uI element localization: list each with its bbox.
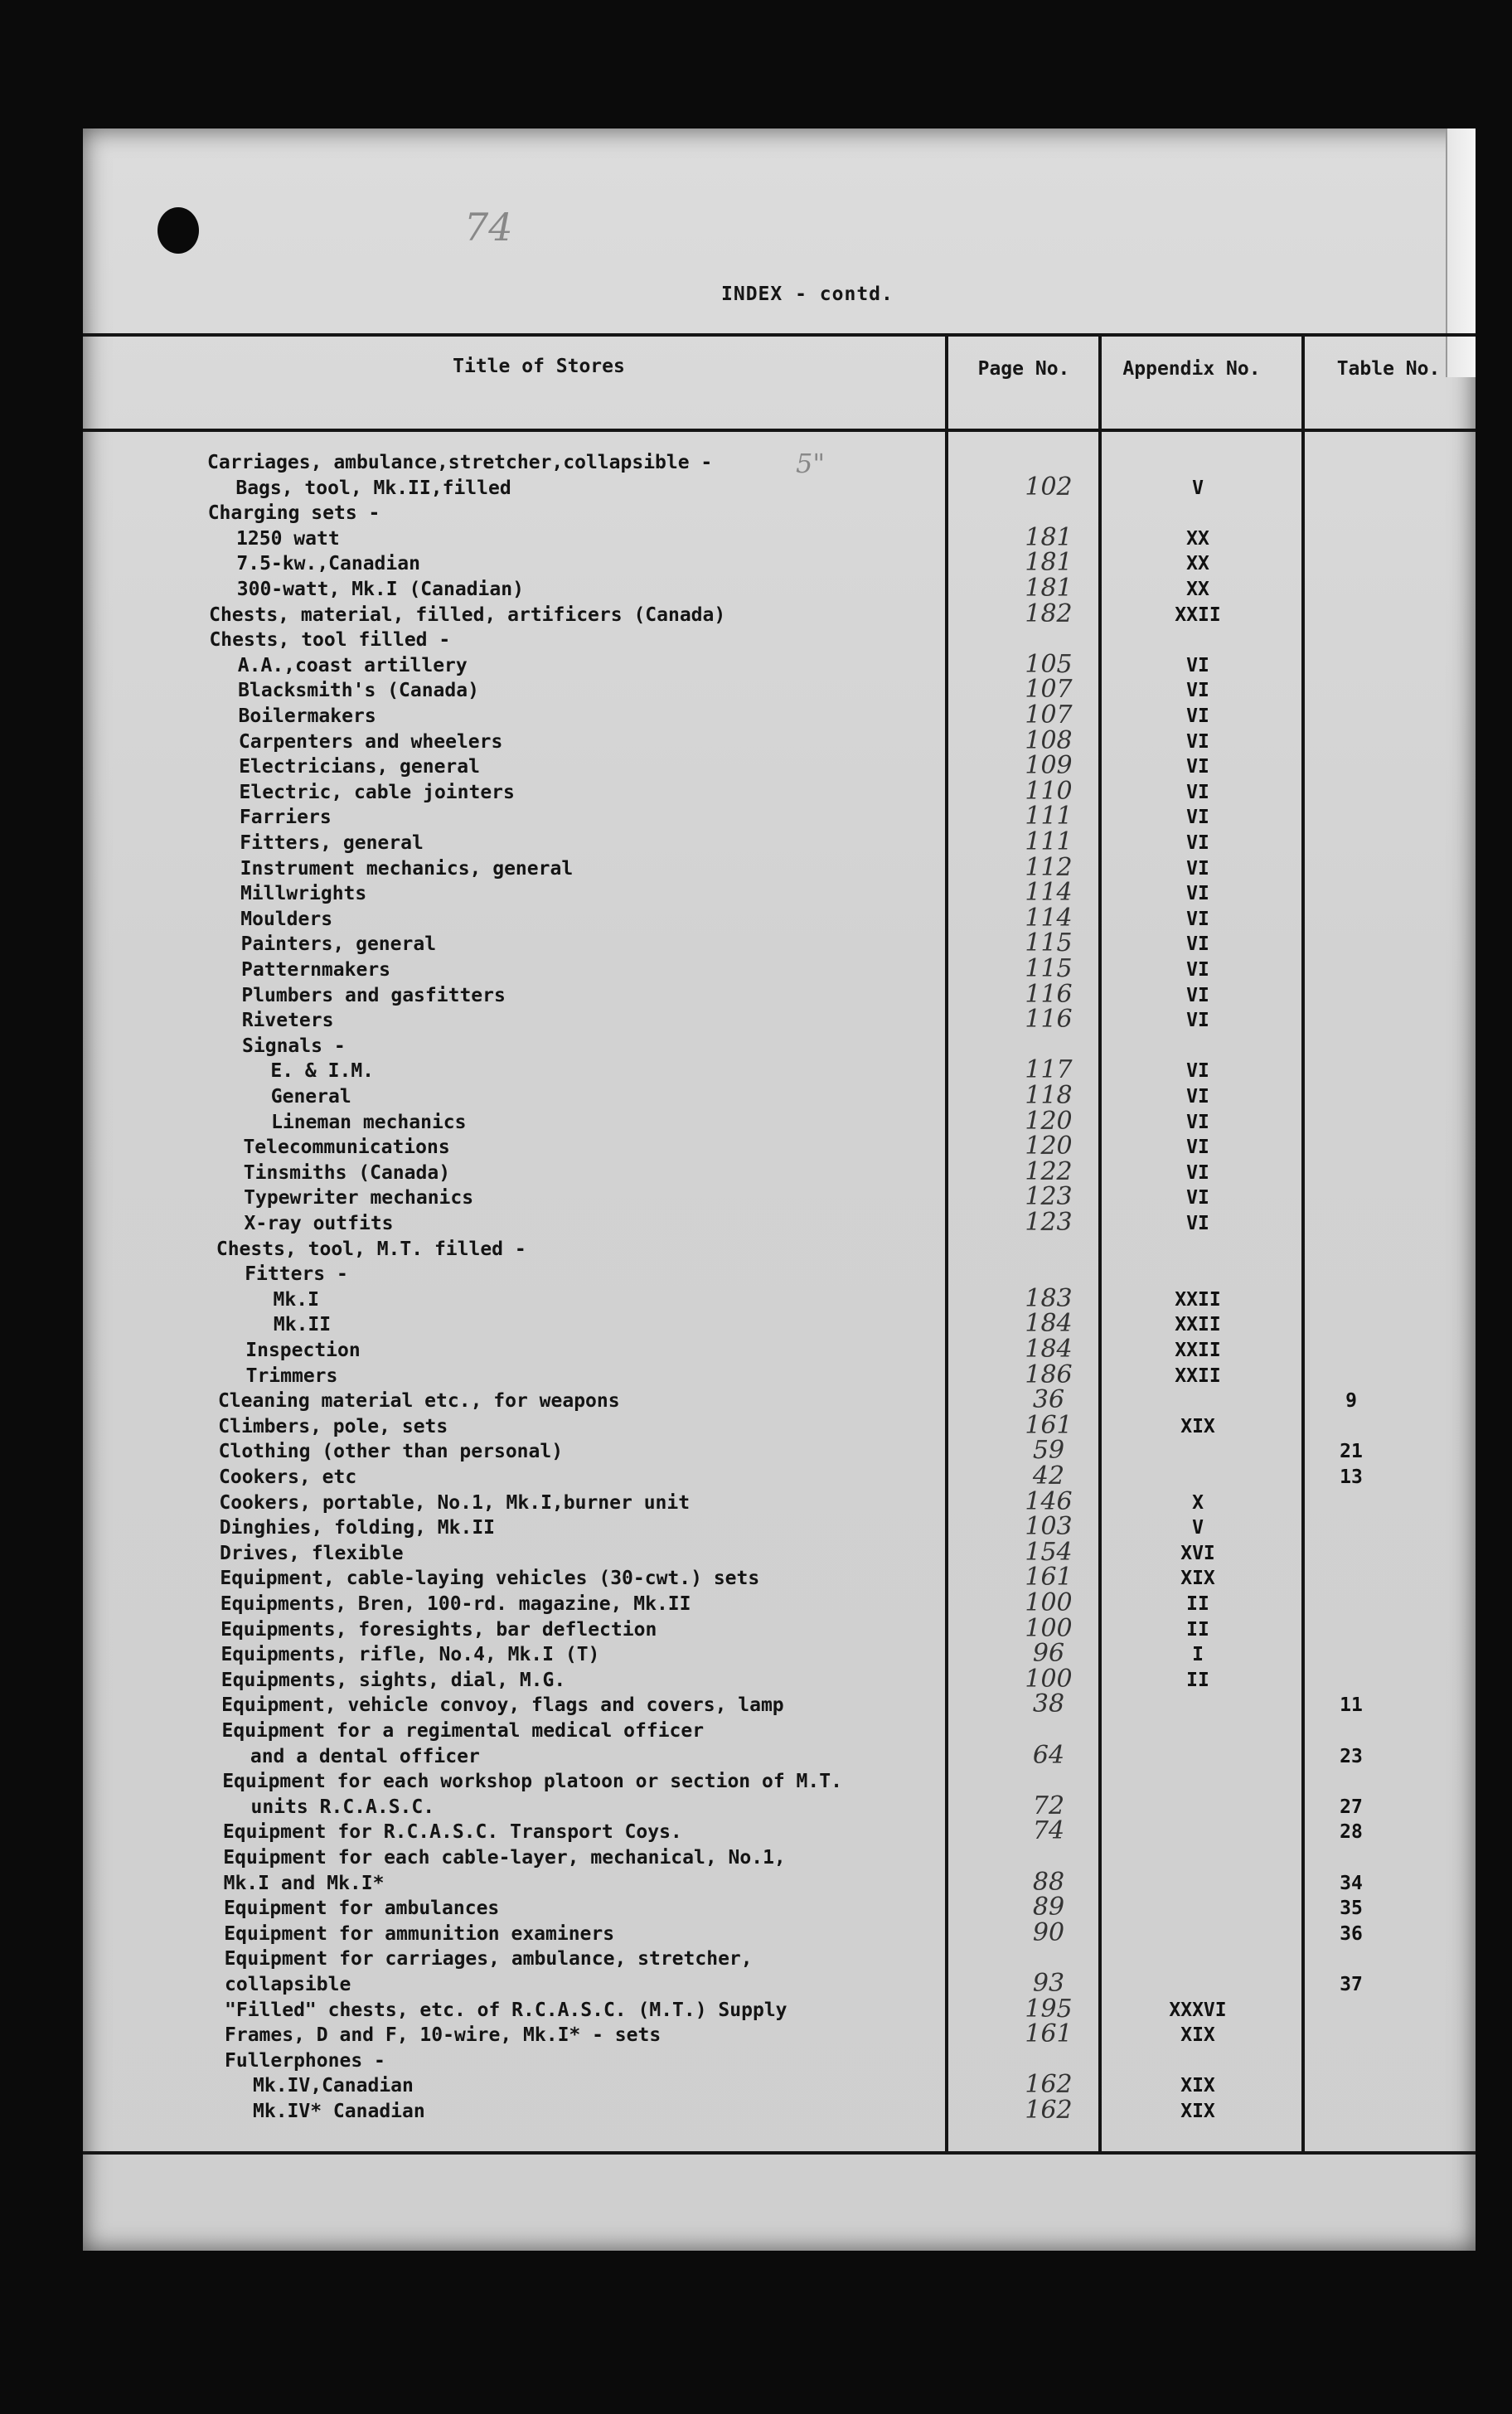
page-number: 116: [1025, 979, 1073, 1009]
index-row: [83, 1588, 1476, 1617]
appendix-number: XXII: [1175, 1340, 1221, 1361]
store-title: Signals -: [242, 1035, 346, 1057]
index-row: [83, 522, 1476, 552]
store-title: Chests, material, filled, artificers (Canada): [209, 604, 726, 626]
store-title: Electric, cable jointers: [239, 781, 515, 803]
index-row: [83, 1893, 1476, 1922]
store-title: and a dental officer: [250, 1745, 480, 1767]
store-title: A.A.,coast artillery: [237, 654, 468, 676]
index-row: [83, 1106, 1476, 1136]
index-row: [83, 1845, 1476, 1871]
appendix-number: VI: [1186, 781, 1209, 803]
index-row: [83, 2048, 1476, 2074]
store-title: Patternmakers: [241, 959, 391, 981]
appendix-number: XX: [1186, 579, 1209, 600]
store-title: Mk.I and Mk.I*: [223, 1872, 385, 1894]
index-row: [83, 725, 1476, 755]
appendix-number: VI: [1186, 1137, 1209, 1159]
appendix-number: II: [1186, 1669, 1209, 1691]
appendix-number: V: [1192, 477, 1204, 499]
appendix-number: XXII: [1175, 1365, 1221, 1387]
appendix-number: VI: [1186, 1086, 1209, 1108]
page-heading: INDEX - contd.: [721, 284, 894, 305]
index-row: [83, 1156, 1476, 1186]
page-number: 90: [1032, 1917, 1065, 1947]
index-row: [83, 878, 1476, 908]
page-number: 108: [1025, 725, 1073, 755]
page-number: 114: [1025, 903, 1073, 933]
index-row: [83, 2019, 1476, 2049]
index-row: [83, 1994, 1476, 2024]
store-title: Bags, tool, Mk.II,filled: [235, 477, 511, 499]
page-number: 184: [1025, 1335, 1073, 1364]
appendix-number: VI: [1186, 908, 1209, 930]
store-title: Cleaning material etc., for weapons: [217, 1390, 620, 1413]
store-title: collapsible: [225, 1974, 351, 1995]
page-number: 117: [1025, 1055, 1073, 1085]
page-number: 111: [1025, 827, 1073, 856]
page-number: 162: [1025, 2070, 1073, 2100]
table-number: 11: [1340, 1694, 1363, 1717]
column-header-table: Table No.: [1336, 358, 1441, 380]
appendix-number: VI: [1186, 959, 1209, 981]
index-row: [83, 1769, 1476, 1795]
index-row: [83, 1689, 1476, 1719]
document-page: [83, 128, 1476, 2251]
header-bottom-rule: [83, 429, 1476, 432]
column-header-page: Page No.: [977, 358, 1070, 380]
store-title: Equipments, Bren, 100-rd. magazine, Mk.II: [220, 1593, 691, 1615]
store-title: Millwrights: [240, 883, 367, 905]
store-title: Painters, general: [240, 933, 437, 956]
index-row: [83, 628, 1476, 653]
index-row: [83, 1969, 1476, 1998]
appendix-number: XX: [1186, 527, 1209, 550]
index-row: [83, 1718, 1476, 1744]
store-title: Lineman mechanics: [271, 1111, 467, 1133]
index-row: [83, 1816, 1476, 1846]
page-number: 36: [1032, 1385, 1065, 1415]
appendix-number: XIX: [1180, 2101, 1215, 2122]
store-title: Mk.I: [273, 1288, 319, 1311]
page-number: 123: [1025, 1182, 1073, 1212]
appendix-number: VI: [1186, 883, 1209, 905]
page-number: 103: [1025, 1512, 1073, 1542]
column-header-appendix: Appendix No.: [1122, 358, 1261, 380]
appendix-number: XXII: [1175, 604, 1221, 626]
page-number: 42: [1032, 1461, 1065, 1491]
page-number: 182: [1025, 599, 1073, 628]
store-title: Carriages, ambulance,stretcher,collapsible -: [207, 452, 713, 473]
appendix-number: X: [1192, 1491, 1204, 1514]
table-number: 28: [1340, 1821, 1363, 1844]
store-title: Climbers, pole, sets: [218, 1415, 448, 1437]
appendix-number: VI: [1186, 1010, 1209, 1032]
index-row: [83, 548, 1476, 578]
appendix-number: VI: [1186, 1161, 1209, 1184]
index-row: [83, 954, 1476, 983]
table-bottom-rule: [83, 2151, 1476, 2155]
index-row: [83, 1360, 1476, 1389]
store-title: General: [270, 1086, 351, 1108]
appendix-number: VI: [1186, 832, 1209, 854]
store-title: E. & I.M.: [270, 1060, 375, 1083]
store-title: Cookers, portable, No.1, Mk.I,burner unit: [219, 1491, 691, 1514]
page-number: 161: [1025, 2019, 1073, 2049]
page-number: 107: [1025, 675, 1073, 705]
page-number: 74: [1032, 1816, 1065, 1846]
store-title: Blacksmith's (Canada): [238, 680, 479, 702]
store-title: Tinsmiths (Canada): [243, 1161, 451, 1184]
index-row: [83, 1182, 1476, 1212]
appendix-number: II: [1186, 1593, 1209, 1615]
table-number: 35: [1340, 1898, 1363, 1920]
store-title: 7.5-kw.,Canadian: [236, 553, 420, 575]
index-row: [83, 928, 1476, 958]
store-title: Plumbers and gasfitters: [241, 984, 506, 1006]
table-number: 37: [1340, 1974, 1363, 1995]
index-row: [83, 979, 1476, 1009]
store-title: Cookers, etc: [219, 1466, 357, 1488]
index-row: [83, 1055, 1476, 1085]
index-row: [83, 1867, 1476, 1897]
appendix-number: II: [1186, 1618, 1209, 1641]
page-number: 89: [1032, 1893, 1065, 1922]
page-number: 115: [1025, 954, 1073, 983]
store-title: units R.C.A.S.C.: [250, 1796, 435, 1818]
appendix-number: V: [1192, 1517, 1204, 1539]
page-number: 123: [1025, 1208, 1073, 1237]
pencil-page-number: 74: [464, 205, 513, 250]
index-row: [83, 1208, 1476, 1237]
index-row: [83, 450, 1476, 476]
appendix-number: VI: [1186, 807, 1209, 829]
store-title: Boilermakers: [238, 705, 376, 727]
store-title: Frames, D and F, 10-wire, Mk.I* - sets: [225, 2024, 662, 2047]
store-title: Equipment, cable-laying vehicles (30-cwt.) sets: [220, 1568, 760, 1590]
store-title: "Filled" chests, etc. of R.C.A.S.C. (M.T.) Supply: [225, 1999, 788, 2021]
store-title: Charging sets -: [207, 502, 380, 525]
page-number: 100: [1025, 1664, 1073, 1694]
store-title: Equipment for ammunition examiners: [224, 1922, 615, 1945]
page-number: 116: [1025, 1005, 1073, 1035]
page-number: 38: [1032, 1689, 1065, 1719]
index-row: [83, 1537, 1476, 1567]
store-title: 1250 watt: [236, 527, 340, 550]
index-row: [83, 1917, 1476, 1947]
appendix-number: XIX: [1180, 2075, 1215, 2097]
index-row: [83, 675, 1476, 705]
page-number: 112: [1025, 852, 1073, 882]
appendix-number: XXII: [1175, 1314, 1221, 1336]
page-number: 96: [1032, 1639, 1065, 1669]
punch-hole-mark: [158, 207, 199, 254]
index-row: [83, 700, 1476, 730]
index-row: [83, 1034, 1476, 1059]
store-title: Equipment, vehicle convoy, flags and covers, lamp: [221, 1694, 784, 1717]
store-title: Equipments, foresights, bar deflection: [220, 1618, 657, 1641]
store-title: Telecommunications: [243, 1137, 450, 1159]
index-row: [83, 1486, 1476, 1516]
index-row: [83, 776, 1476, 806]
store-title: Equipment for each cable-layer, mechanical, No.1,: [223, 1847, 786, 1869]
page-number: 102: [1025, 472, 1073, 502]
index-row: [83, 1512, 1476, 1542]
page-number: 107: [1025, 700, 1073, 730]
index-row: [83, 852, 1476, 882]
appendix-number: XXXVI: [1169, 1999, 1227, 2021]
appendix-number: VI: [1186, 680, 1209, 702]
store-title: Instrument mechanics, general: [240, 857, 574, 880]
appendix-number: VI: [1186, 857, 1209, 880]
column-header-title: Title of Stores: [453, 356, 625, 377]
page-number: 110: [1025, 776, 1073, 806]
page-number: 115: [1025, 928, 1073, 958]
store-title: X-ray outfits: [244, 1213, 394, 1234]
page-number: 105: [1025, 649, 1073, 679]
index-row: [83, 1436, 1476, 1466]
index-row: [83, 501, 1476, 526]
appendix-number: VI: [1186, 730, 1209, 753]
index-row: [83, 2096, 1476, 2125]
store-title: Equipment for carriages, ambulance, stretcher,: [224, 1948, 753, 1970]
index-row: [83, 827, 1476, 856]
index-row: [83, 1410, 1476, 1440]
store-title: Clothing (other than personal): [218, 1441, 564, 1463]
page-number: 184: [1025, 1309, 1073, 1339]
index-row: [83, 802, 1476, 831]
table-number: 13: [1340, 1466, 1363, 1488]
appendix-number: VI: [1186, 1213, 1209, 1234]
store-title: Fullerphones -: [225, 2049, 385, 2072]
appendix-number: VI: [1186, 654, 1209, 676]
page-number: 114: [1025, 878, 1073, 908]
page-number: 122: [1025, 1156, 1073, 1186]
index-row: [83, 1639, 1476, 1669]
page-number: 111: [1025, 802, 1073, 831]
page-number: 195: [1025, 1994, 1073, 2024]
appendix-number: XX: [1186, 553, 1209, 575]
appendix-number: VI: [1186, 756, 1209, 778]
store-title: Chests, tool filled -: [209, 629, 451, 652]
index-row: [83, 1946, 1476, 1972]
appendix-number: VI: [1186, 1187, 1209, 1209]
page-number: 100: [1025, 1588, 1073, 1617]
table-number: 34: [1340, 1872, 1363, 1894]
store-title: Equipment for each workshop platoon or section of M.T.: [222, 1771, 842, 1793]
page-number: 146: [1025, 1486, 1073, 1516]
table-number: 21: [1340, 1441, 1363, 1463]
page-number: 118: [1025, 1081, 1073, 1110]
store-title: Riveters: [241, 1010, 334, 1032]
page-number: 64: [1032, 1740, 1065, 1770]
store-title: Fitters -: [245, 1263, 348, 1286]
index-row: [83, 1081, 1476, 1110]
appendix-number: VI: [1186, 1111, 1209, 1133]
page-number: 120: [1025, 1132, 1073, 1161]
table-number: 36: [1340, 1922, 1363, 1945]
page-number: 161: [1025, 1410, 1073, 1440]
page-number: 181: [1025, 574, 1073, 603]
store-title: Mk.IV,Canadian: [253, 2075, 414, 2097]
page-number: 181: [1025, 522, 1073, 552]
page-number: 120: [1025, 1106, 1073, 1136]
appendix-number: XVI: [1180, 1542, 1215, 1564]
index-row: [83, 2070, 1476, 2100]
index-row: [83, 1283, 1476, 1313]
index-row: [83, 649, 1476, 679]
store-title: 300-watt, Mk.I (Canadian): [236, 579, 524, 600]
pencil-margin-mark: 5": [796, 448, 826, 479]
index-row: [83, 574, 1476, 603]
appendix-number: XIX: [1180, 1568, 1215, 1590]
index-row: [83, 1563, 1476, 1592]
index-row: [83, 903, 1476, 933]
page-number: 100: [1025, 1613, 1073, 1643]
appendix-number: XXII: [1175, 1288, 1221, 1311]
page-number: 59: [1032, 1436, 1065, 1466]
index-row: [83, 1262, 1476, 1287]
store-title: Farriers: [239, 807, 332, 829]
store-title: Mk.IV* Canadian: [253, 2101, 425, 2122]
table-number: 9: [1345, 1390, 1357, 1413]
store-title: Typewriter mechanics: [244, 1187, 474, 1209]
page-number: 93: [1032, 1969, 1065, 1998]
store-title: Equipments, rifle, No.4, Mk.I (T): [220, 1644, 600, 1666]
store-title: Equipment for ambulances: [223, 1898, 500, 1920]
store-title: Mk.II: [273, 1314, 332, 1336]
index-row: [83, 472, 1476, 502]
index-row: [83, 1237, 1476, 1263]
appendix-number: VI: [1186, 705, 1209, 727]
index-row: [83, 1613, 1476, 1643]
page-number: 183: [1025, 1283, 1073, 1313]
table-number: 27: [1340, 1796, 1363, 1818]
page-number: 88: [1032, 1867, 1065, 1897]
index-row: [83, 1791, 1476, 1820]
store-title: Trimmers: [245, 1365, 338, 1387]
table-number: 23: [1340, 1745, 1363, 1767]
store-title: Equipments, sights, dial, M.G.: [220, 1669, 566, 1691]
store-title: Moulders: [240, 908, 333, 930]
store-title: Equipment for a regimental medical officer: [221, 1720, 705, 1742]
table-top-rule: [83, 333, 1476, 337]
index-row: [83, 1740, 1476, 1770]
page-number: 162: [1025, 2096, 1073, 2125]
appendix-number: VI: [1186, 984, 1209, 1006]
store-title: Chests, tool, M.T. filled -: [216, 1238, 526, 1260]
store-title: Equipment for R.C.A.S.C. Transport Coys.: [222, 1821, 682, 1844]
index-row: [83, 1461, 1476, 1491]
store-title: Electricians, general: [239, 756, 480, 778]
index-row: [83, 1132, 1476, 1161]
store-title: Dinghies, folding, Mk.II: [219, 1517, 496, 1539]
page-number: 72: [1032, 1791, 1065, 1820]
store-title: Drives, flexible: [220, 1542, 404, 1564]
appendix-number: XIX: [1180, 2024, 1215, 2047]
appendix-number: VI: [1186, 1060, 1209, 1083]
appendix-number: VI: [1186, 933, 1209, 956]
index-row: [83, 1664, 1476, 1694]
index-row: [83, 1335, 1476, 1364]
index-row: [83, 751, 1476, 781]
page-number: 181: [1025, 548, 1073, 578]
page-number: 109: [1025, 751, 1073, 781]
page-number: 154: [1025, 1537, 1073, 1567]
appendix-number: XIX: [1180, 1415, 1215, 1437]
page-number: 186: [1025, 1360, 1073, 1389]
store-title: Carpenters and wheelers: [238, 730, 503, 753]
store-title: Fitters, general: [240, 832, 424, 854]
index-row: [83, 1309, 1476, 1339]
appendix-number: I: [1192, 1644, 1204, 1666]
index-row: [83, 1385, 1476, 1415]
index-row: [83, 1005, 1476, 1035]
index-row: [83, 599, 1476, 628]
page-number: 161: [1025, 1563, 1073, 1592]
store-title: Inspection: [245, 1340, 361, 1361]
